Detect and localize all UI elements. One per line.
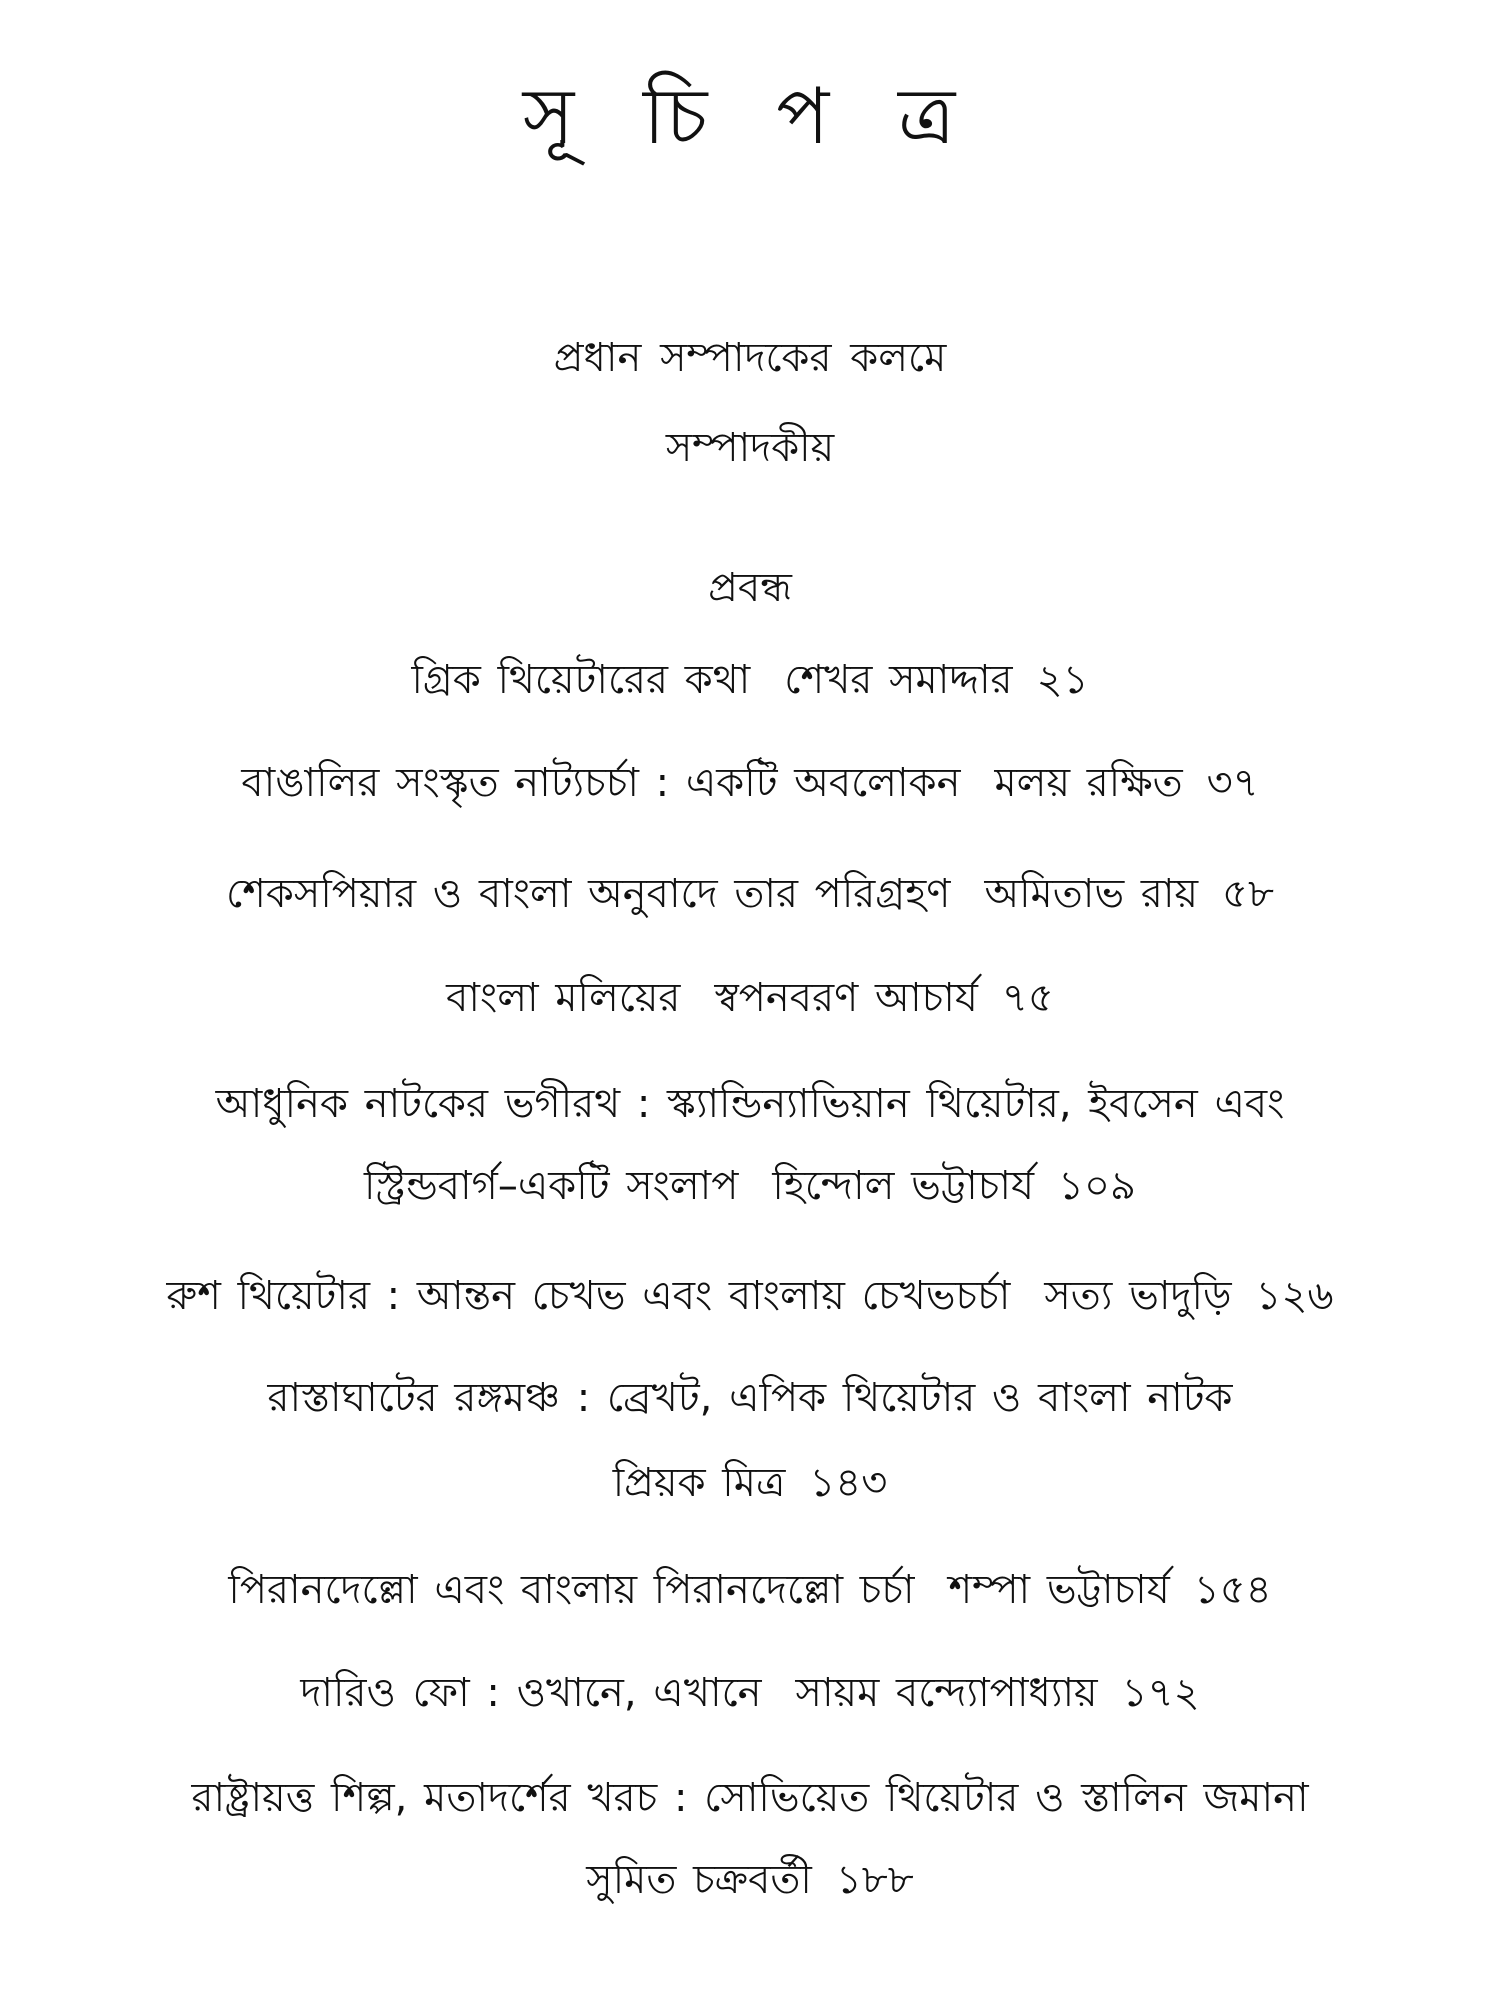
entry-title: পিরানদেল্লো এবং বাংলায় পিরানদেল্লো চর্চা (228, 1567, 915, 1613)
entry-page-number: ১৪৩ (809, 1460, 888, 1506)
entry-author: শেখর সমাদ্দার (784, 657, 1013, 703)
entry-title: রুশ থিয়েটার : আন্তন চেখভ এবং বাংলায় চেখভচর্চা (166, 1273, 1011, 1319)
toc-entry (0, 1665, 1500, 1721)
entry-author: সায়ম বন্দ্যোপাধ্যায় (795, 1670, 1098, 1716)
page-title: সূ চি প ত্র (522, 72, 978, 162)
toc-entry-line1 (0, 1370, 1500, 1426)
entry-title: গ্রিক থিয়েটারের কথা (411, 657, 751, 703)
entry-title-continued: স্ট্রিন্ডবার্গ–একটি সংলাপ (364, 1163, 739, 1209)
toc-entry-line2 (0, 1455, 1500, 1511)
toc-entry (0, 652, 1500, 708)
entry-page-number: ১২৬ (1255, 1273, 1334, 1319)
entry-page-number: ১৫৪ (1193, 1567, 1272, 1613)
toc-entry (0, 970, 1500, 1026)
entry-title: আধুনিক নাটকের ভগীরথ : স্ক্যান্ডিন্যাভিয়ান থিয়েটার, ইবসেন এবং (215, 1081, 1285, 1127)
toc-entry-line2 (0, 1158, 1500, 1214)
entry-author: প্রিয়ক মিত্র (612, 1460, 786, 1506)
front-matter-editorial: সম্পাদকীয় (665, 425, 835, 471)
entry-title: বাংলা মলিয়ের (446, 975, 681, 1021)
section-heading: প্রবন্ধ (708, 565, 792, 611)
entry-page-number: ৭৫ (1001, 975, 1054, 1021)
toc-entry-line1 (0, 1770, 1500, 1826)
entry-author: মলয় রক্ষিত (994, 760, 1183, 806)
toc-entry (0, 1268, 1500, 1324)
toc-entry-line2 (0, 1852, 1500, 1908)
entry-page-number: ৩৭ (1206, 760, 1259, 806)
entry-title: দারিও ফো : ওখানে, এখানে (300, 1670, 762, 1716)
entry-page-number: ১৭২ (1121, 1670, 1200, 1716)
front-matter-chief-editor: প্রধান সম্পাদকের কলমে (553, 335, 947, 381)
toc-entry (0, 1562, 1500, 1618)
entry-author: অমিতাভ রায় (984, 871, 1199, 917)
toc-entry-line1 (0, 1076, 1500, 1132)
entry-author: সুমিত চক্রবর্তী (586, 1857, 812, 1903)
entry-page-number: ১০৯ (1058, 1163, 1136, 1209)
entry-author: সত্য ভাদুড়ি (1044, 1273, 1232, 1319)
entry-author: স্বপনবরণ আচার্য (714, 975, 978, 1021)
entry-author: শম্পা ভট্টাচার্য (948, 1567, 1170, 1613)
toc-entry (0, 755, 1500, 811)
entry-title: শেকসপিয়ার ও বাংলা অনুবাদে তার পরিগ্রহণ (226, 871, 951, 917)
toc-entry (0, 866, 1500, 922)
entry-page-number: ৫৮ (1222, 871, 1274, 917)
entry-title: রাস্তাঘাটের রঙ্গমঞ্চ : ব্রেখট, এপিক থিয়েটার ও বাংলা নাটক (267, 1375, 1233, 1421)
entry-author: হিন্দোল ভট্টাচার্য (772, 1163, 1035, 1209)
entry-title: বাঙালির সংস্কৃত নাট্যচর্চা : একটি অবলোকন (241, 760, 961, 806)
entry-page-number: ১৮৮ (835, 1857, 914, 1903)
entry-page-number: ২১ (1036, 657, 1089, 703)
entry-title: রাষ্ট্রায়ত্ত শিল্প, মতাদর্শের খরচ : সোভিয়েত থিয়েটার ও স্তালিন জমানা (191, 1775, 1309, 1821)
